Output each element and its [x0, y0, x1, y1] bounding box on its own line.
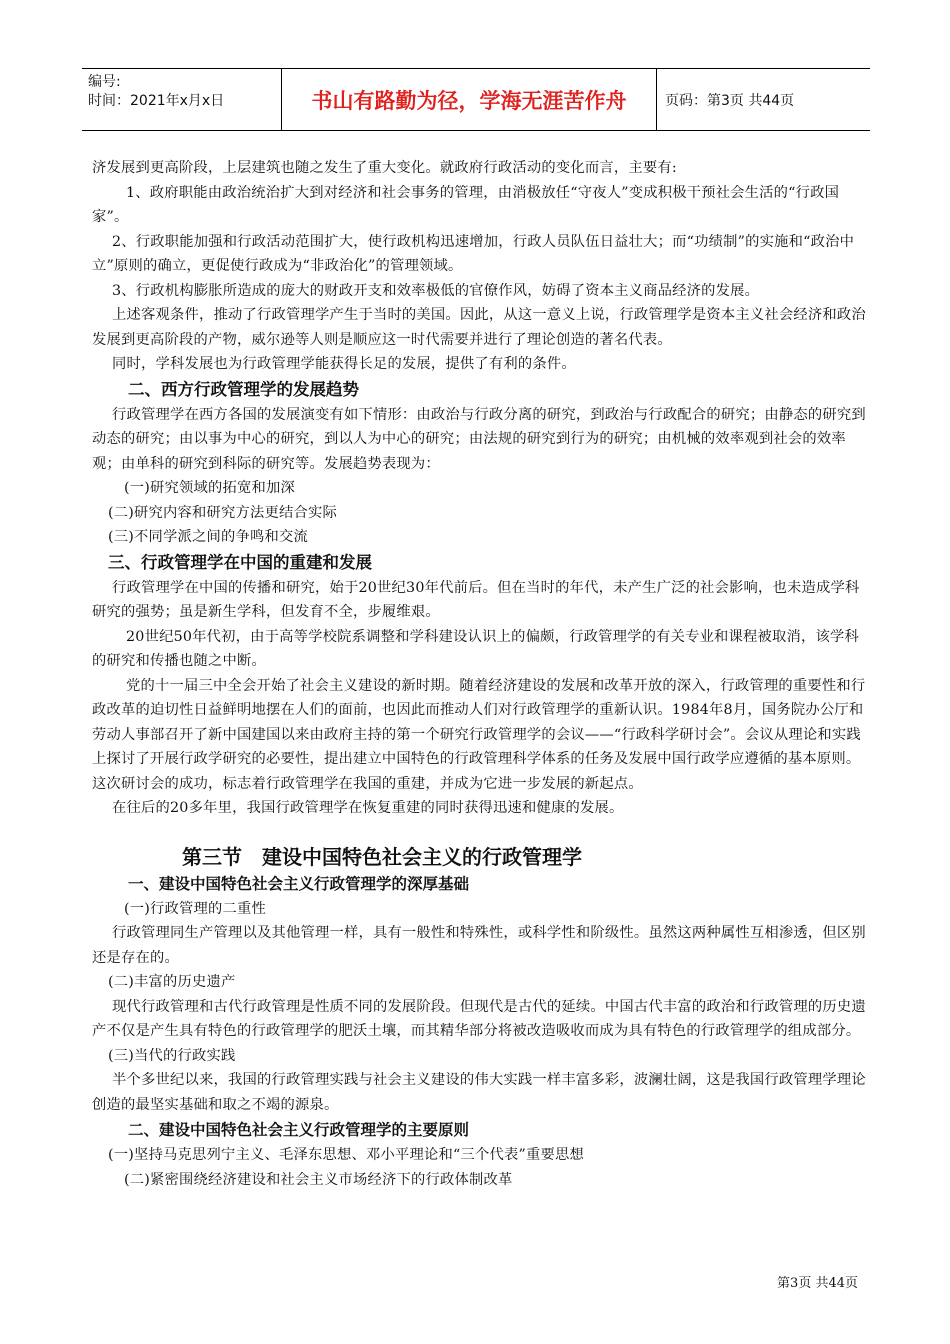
- paragraph: 济发展到更高阶段，上层建筑也随之发生了重大变化。就政府行政活动的变化而言，主要有:: [92, 160, 677, 176]
- section-heading-basis: 一、建设中国特色社会主义行政管理学的深厚基础: [128, 874, 470, 893]
- paragraph: 行政管理同生产管理以及其他管理一样，具有一般性和特殊性，或科学性和阶级性。虽然这两种属性互相渗透，但区别还是存在的。: [92, 925, 866, 966]
- paragraph: 行政管理学在西方各国的发展演变有如下情形：由政治与行政分离的研究，到政治与行政配合的研究；由静态的研究到动态的研究；由以事为中心的研究，到以人为中心的研究；由法规的研究到行为的研究；由机械的效率观到社会的效率观；由单科的研究到科际的研究等。发展趋势表现为：: [92, 406, 866, 472]
- list-item: (二)丰富的历史遗产: [108, 974, 236, 990]
- list-item: (三)不同学派之间的争鸣和交流: [108, 529, 309, 545]
- number-label: 编号:: [88, 74, 121, 90]
- list-item: (二)紧密围绕经济建设和社会主义市场经济下的行政体制改革: [124, 1171, 513, 1188]
- paragraph: 上述客观条件，推动了行政管理学产生于当时的美国。因此，从这一意义上说，行政管理学是资本主义社会经济和政治发展到更高阶段的产物，威尔逊等人则是顺应这一时代需要并进行了理论创造的著名代表。: [92, 307, 866, 348]
- paragraph: 2、行政职能加强和行政活动范围扩大，使行政机构迅速增加，行政人员队伍日益壮大；而“功绩制”的实施和“政治中立”原则的确立，更促使行政成为“非政治化”的管理领域。: [92, 233, 855, 274]
- paragraph: 行政管理学在中国的传播和研究，始于20世纪30年代前后。但在当时的年代，未产生广泛的社会影响，也未造成学科研究的强势；虽是新生学科，但发育不全，步履维艰。: [92, 579, 860, 620]
- list-item: (一)研究领域的拓宽和加深: [124, 480, 296, 496]
- chapter-section-title: 第三节 建设中国特色社会主义的行政管理学: [182, 844, 582, 869]
- list-item: (三)当代的行政实践: [108, 1047, 236, 1064]
- paragraph: 半个多世纪以来，我国的行政管理实践与社会主义建设的伟大实践一样丰富多彩，波澜壮阔，这是我国行政管理学理论创造的最坚实基础和取之不竭的源泉。: [92, 1072, 866, 1113]
- header-page-label: 页码：第3页 共44页: [665, 92, 795, 109]
- section-heading-china: 三、行政管理学在中国的重建和发展: [108, 552, 372, 572]
- paragraph: 1、政府职能由政治统治扩大到对经济和社会事务的管理，由消极放任“守夜人”变成积极干预社会生活的“行政国家”。: [92, 184, 840, 225]
- paragraph: 现代行政管理和古代行政管理是性质不同的发展阶段。但现代是古代的延续。中国古代丰富的政治和行政管理的历史遗产不仅是产生具有特色的行政管理学的肥沃土壤，而其精华部分将被改造吸收而成为具有特色的行政管理学的组成部分。: [92, 998, 866, 1039]
- paragraph: 在往后的20多年里，我国行政管理学在恢复重建的同时获得迅速和健康的发展。: [112, 800, 624, 816]
- section-heading-principles: 二、建设中国特色社会主义行政管理学的主要原则: [128, 1121, 470, 1139]
- paragraph: 3、行政机构膨胀所造成的庞大的财政开支和效率极低的官僚作风，妨碍了资本主义商品经济的发展。: [112, 282, 760, 299]
- list-item: (二)研究内容和研究方法更结合实际: [108, 504, 338, 521]
- page-header: [82, 68, 870, 131]
- header-motto: 书山有路勤为径，学海无涯苦作舟: [282, 69, 657, 130]
- document-body: [92, 156, 870, 1192]
- time-label: 时间：2021年x月x日: [88, 93, 225, 109]
- list-item: (一)行政管理的二重性: [124, 900, 267, 917]
- paragraph: 20世纪50年代初，由于高等学校院系调整和学科建设认识上的偏颇，行政管理学的有关专业和课程被取消，该学科的研究和传播也随之中断。: [92, 628, 860, 669]
- page-footer: 第3页 共44页: [777, 1276, 858, 1291]
- header-meta: [82, 69, 282, 130]
- list-item: (一)坚持马克思列宁主义、毛泽东思想、邓小平理论和“三个代表”重要思想: [108, 1147, 584, 1163]
- paragraph: 同时，学科发展也为行政管理学能获得长足的发展，提供了有利的条件。: [112, 356, 576, 372]
- paragraph: 党的十一届三中全会开始了社会主义建设的新时期。随着经济建设的发展和改革开放的深入，行政管理的重要性和行政改革的迫切性日益鲜明地摆在人们的面前，也因此而推动人们对行政管理学的重新认识。1984年8月，国务院办公厅和劳动人事部召开了新中国建国以来由政府主持的第一个研究行政管理学的会议——“行政科学研讨会”。会议从理论和实践上探讨了开展行政学研究的必要性，提出建立中国特色的行政管理科学体系的任务及发展中国行政学应遵循的基本原则。这次研讨会的成功，标志着行政管理学在我国的重建，并成为它进一步发展的新起点。: [92, 677, 866, 792]
- section-heading-west: 二、西方行政管理学的发展趋势: [128, 379, 359, 399]
